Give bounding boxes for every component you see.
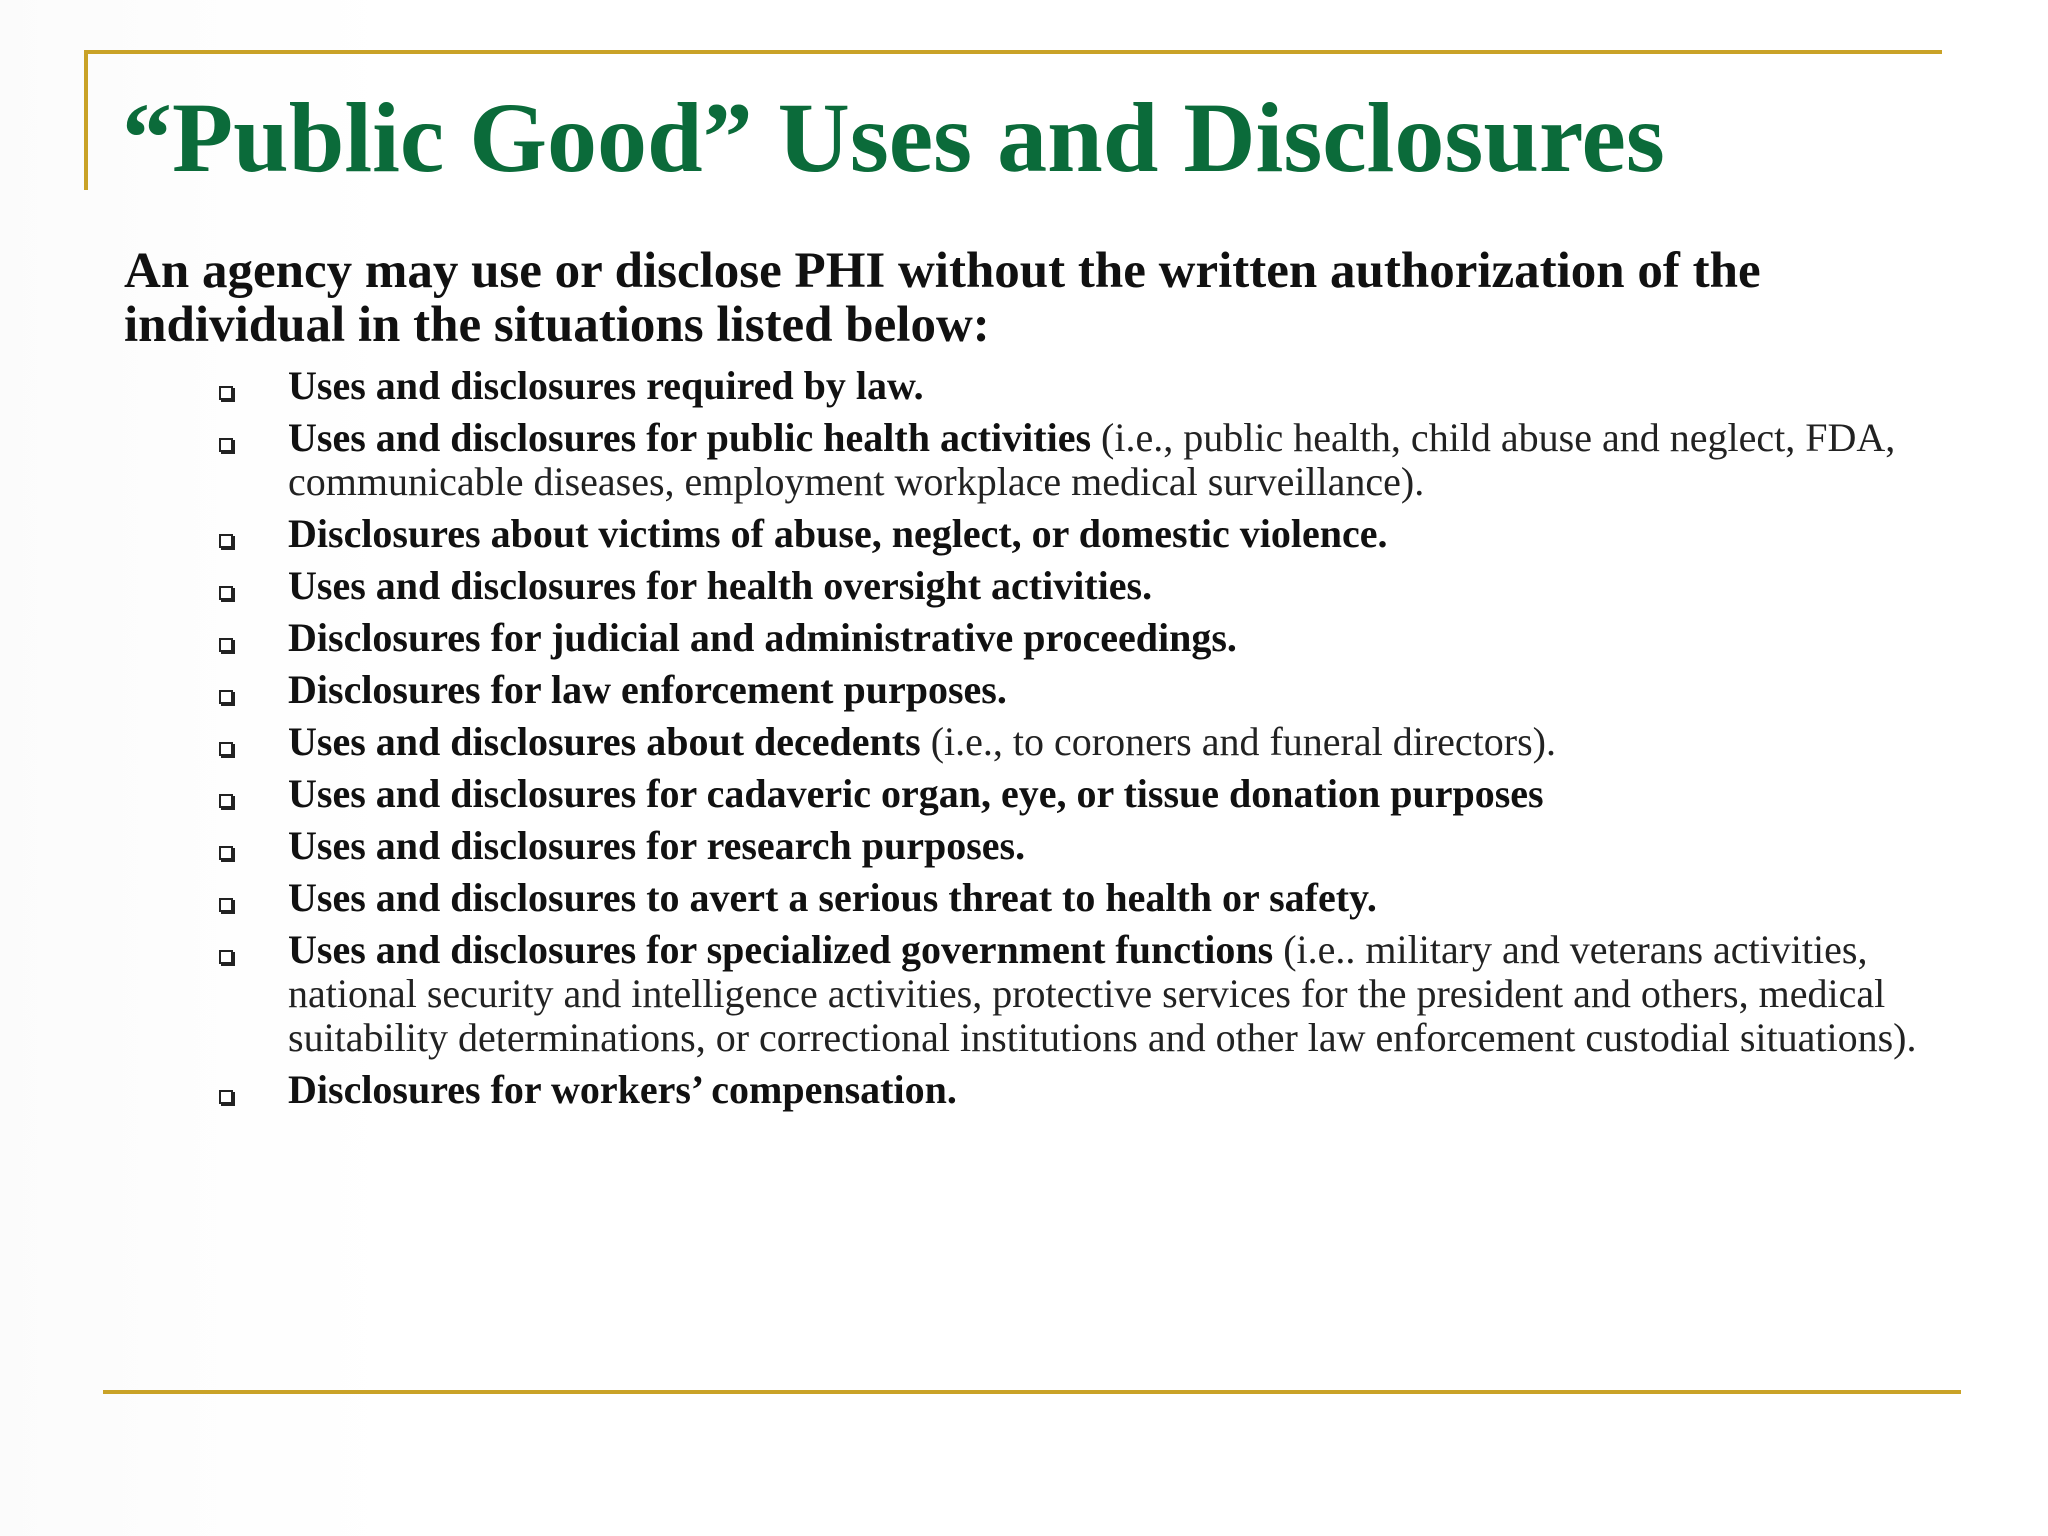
- item-detail-text: (i.e.. military and veterans activities, national security and intelligence activities, protective services for the president and others, medical suitability determinations, or correctional institutions and other law enforcement custodial situations).: [288, 927, 1917, 1060]
- item-bold-text: Disclosures for law enforcement purposes.: [288, 667, 1007, 712]
- list-item: [210, 824, 1940, 868]
- list-item: [210, 772, 1940, 816]
- item-bold-text: Uses and disclosures to avert a serious threat to health or safety.: [288, 875, 1377, 920]
- item-bold-text: Uses and disclosures for public health activities: [288, 415, 1092, 460]
- list-item: [210, 512, 1940, 556]
- item-bold-text: Uses and disclosures about decedents: [288, 719, 921, 764]
- list-item: [210, 1068, 1940, 1112]
- square-bullet-icon: [219, 846, 233, 860]
- square-bullet-icon: [219, 438, 233, 452]
- item-bold-text: Disclosures for judicial and administrative proceedings.: [288, 615, 1237, 660]
- list-item: [210, 364, 1940, 408]
- item-bold-text: Disclosures for workers’ compensation.: [288, 1067, 957, 1112]
- item-bold-text: Uses and disclosures for specialized government functions: [288, 927, 1274, 972]
- item-bold-text: Uses and disclosures for health oversight activities.: [288, 563, 1153, 608]
- list-item: [210, 564, 1940, 608]
- list-item: [210, 876, 1940, 920]
- square-bullet-icon: [219, 638, 233, 652]
- top-divider: [84, 50, 1942, 54]
- square-bullet-icon: [219, 742, 233, 756]
- square-bullet-icon: [219, 386, 233, 400]
- left-accent-rule: [84, 50, 88, 190]
- list-item: [210, 720, 1940, 764]
- list-item: [210, 928, 1940, 1060]
- item-bold-text: Uses and disclosures for cadaveric organ, eye, or tissue donation purposes: [288, 771, 1544, 816]
- square-bullet-icon: [219, 794, 233, 808]
- item-bold-text: Uses and disclosures for research purposes.: [288, 823, 1026, 868]
- square-bullet-icon: [219, 690, 233, 704]
- list-item: [210, 416, 1940, 504]
- item-detail-text: (i.e., public health, child abuse and neglect, FDA, communicable diseases, employment workplace medical surveillance).: [288, 415, 1896, 504]
- square-bullet-icon: [219, 950, 233, 964]
- bottom-divider: [103, 1390, 1961, 1394]
- slide-title: “Public Good” Uses and Disclosures: [122, 82, 1665, 193]
- list-item: [210, 668, 1940, 712]
- square-bullet-icon: [219, 534, 233, 548]
- item-detail-text: (i.e., to coroners and funeral directors).: [920, 719, 1556, 764]
- bullet-list: [210, 364, 1940, 1120]
- square-bullet-icon: [219, 898, 233, 912]
- intro-text: An agency may use or disclose PHI without the written authorization of the individual in the situations listed below:: [124, 243, 1761, 353]
- item-bold-text: Uses and disclosures required by law.: [288, 363, 924, 408]
- item-bold-text: Disclosures about victims of abuse, neglect, or domestic violence.: [288, 511, 1388, 556]
- list-item: [210, 616, 1940, 660]
- square-bullet-icon: [219, 1090, 233, 1104]
- square-bullet-icon: [219, 586, 233, 600]
